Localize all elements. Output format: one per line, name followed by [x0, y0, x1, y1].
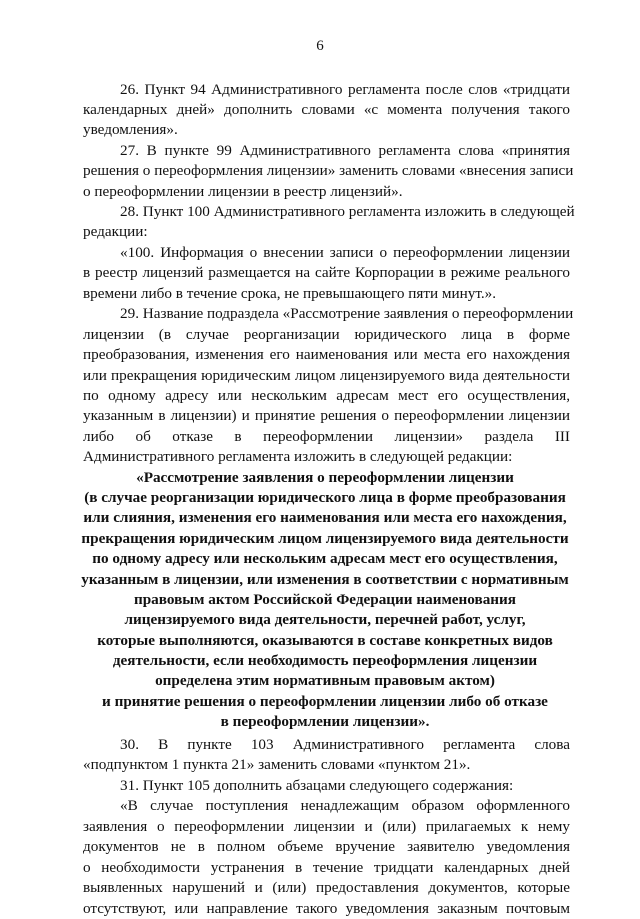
text-line: 27. В пункте 99 Административного регламента слова «принятия — [120, 142, 570, 159]
text-line: указанным в лицензии, или изменения в соответствии с нормативным — [81, 571, 569, 588]
text-line: по одному адресу или нескольким адресам мест его осуществления, — [92, 550, 558, 567]
text-line: календарных дней» дополнить словами «с момента получения такого — [83, 101, 570, 118]
text-line: «Рассмотрение заявления о переоформлении лицензии — [136, 469, 514, 486]
text-line: (в случае реорганизации юридического лица в форме преобразования — [84, 489, 566, 506]
text-line: о переоформлении лицензии в реестр лицензий». — [83, 183, 403, 200]
text-line: правовым актом Российской Федерации наименования — [133, 591, 517, 608]
text-line: «100. Информация о внесении записи о переоформлении лицензии — [120, 244, 570, 261]
text-line: в переоформлении лицензии». — [220, 713, 430, 730]
text-line: либо об отказе в переоформлении лицензии» раздела III — [83, 428, 570, 445]
text-line: определена этим нормативным правовым актом) — [155, 672, 495, 689]
text-line: преобразования, изменения его наименования или места его нахождения — [83, 346, 570, 363]
text-line: редакции: — [83, 223, 148, 240]
text-line: и принятие решения о переоформлении лицензии либо об отказе — [102, 693, 548, 710]
text-line: прекращения юридическим лицом лицензируемого вида деятельности — [81, 530, 569, 547]
text-line: по одному адресу или нескольким адресам мест его осуществления, — [83, 387, 570, 404]
page-number: 6 — [316, 38, 324, 54]
text-line: которые выполняются, оказываются в составе конкретных видов — [97, 632, 553, 649]
text-line: документов не в полном объеме вручение заявителю уведомления — [83, 838, 570, 855]
text-line: «подпунктом 1 пункта 21» заменить словами «пунктом 21». — [83, 756, 471, 773]
text-line: о необходимости устранения в течение тридцати календарных дней — [83, 859, 570, 876]
text-line: времени либо в течение срока, не превышающего пяти минут.». — [83, 285, 497, 302]
text-line: или прекращения юридическим лицом лицензируемого вида деятельности — [83, 367, 570, 384]
text-line: 28. Пункт 100 Административного регламента изложить в следующей — [120, 203, 575, 220]
text-line: 29. Название подраздела «Рассмотрение заявления о переоформлении — [120, 305, 574, 322]
text-line: 26. Пункт 94 Административного регламента после слов «тридцати — [120, 81, 570, 98]
text-line: отсутствуют, или направление такого уведомления заказным почтовым — [83, 900, 570, 917]
text-line: указанным в лицензии) и принятие решения о переоформлении лицензии — [83, 407, 570, 424]
text-line: решения о переоформления лицензии» заменить словами «внесения записи — [83, 162, 574, 179]
text-line: или слияния, изменения его наименования или места его нахождения, — [83, 509, 567, 526]
text-line: Административного регламента изложить в следующей редакции: — [83, 448, 513, 465]
text-line: «В случае поступления ненадлежащим образом оформленного — [120, 797, 570, 814]
text-line: 30. В пункте 103 Административного регламента слова — [120, 736, 570, 753]
text-line: уведомления». — [83, 121, 178, 138]
text-line: в реестр лицензий размещается на сайте Корпорации в режиме реального — [83, 264, 570, 281]
text-line: лицензируемого вида деятельности, перечней работ, услуг, — [124, 611, 526, 628]
text-line: выявленных нарушений и (или) предоставления документов, которые — [83, 879, 570, 896]
text-line: 31. Пункт 105 дополнить абзацами следующего содержания: — [120, 777, 514, 794]
text-line: лицензии (в случае реорганизации юридического лица в форме — [83, 326, 570, 343]
text-line: заявления о переоформлении лицензии и (или) прилагаемых к нему — [83, 818, 570, 835]
text-line: деятельности, если необходимость переоформления лицензии — [112, 652, 538, 669]
